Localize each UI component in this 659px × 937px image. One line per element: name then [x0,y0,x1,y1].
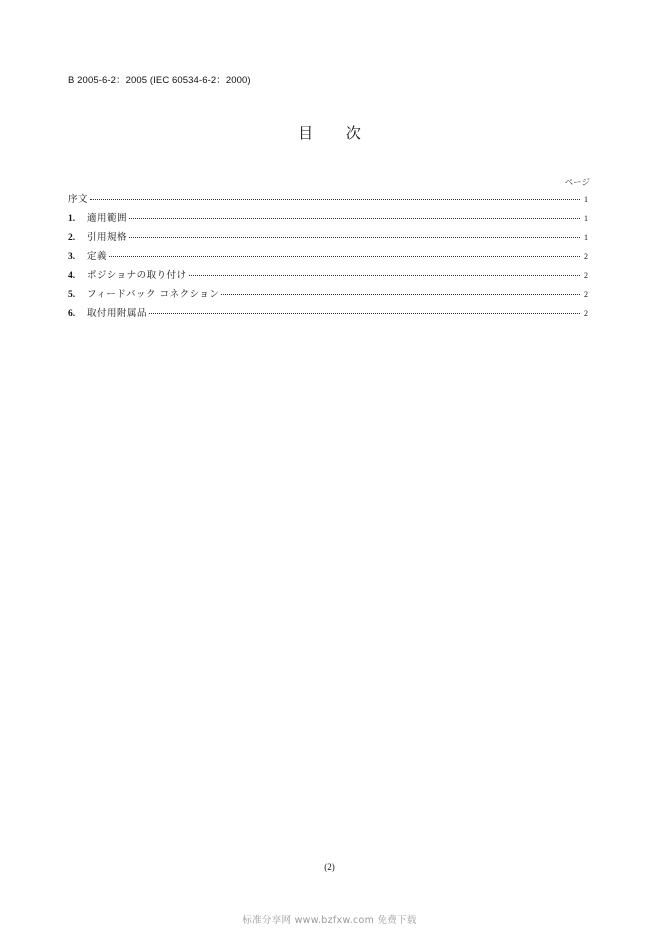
toc-entry-page: 1 [584,214,588,223]
toc-entry-number: 3. [68,252,76,262]
toc-dot-leader [129,218,580,219]
toc-dot-leader [90,199,580,200]
toc-dot-leader [109,256,580,257]
page-column-label: ページ [564,178,590,188]
toc-entry-label: 取付用附属品 [87,308,148,319]
toc-entry-definitions[interactable] [68,248,588,267]
toc-entry-number: 6. [68,309,76,319]
toc-entry-label: 引用規格 [87,232,128,243]
footer-page-number: (2) [324,862,335,872]
table-of-contents [68,191,588,324]
standard-header: B 2005-6-2：2005 (IEC 60534-6-2：2000) [68,75,251,86]
toc-entry-label: ポジショナの取り付け [87,270,187,281]
toc-entry-references[interactable] [68,229,588,248]
toc-entry-foreword[interactable] [68,191,588,210]
toc-entry-page: 1 [584,195,588,204]
toc-entry-number: 2. [68,233,76,243]
toc-entry-page: 2 [584,290,588,299]
toc-entry-page: 2 [584,271,588,280]
toc-entry-label: 定義 [87,251,108,262]
page-title: 目 次 [298,124,375,142]
toc-entry-page: 2 [584,252,588,261]
toc-entry-label: 序文 [68,194,89,205]
toc-entry-label: 適用範囲 [87,213,128,224]
toc-entry-page: 1 [584,233,588,242]
toc-entry-number: 1. [68,214,76,224]
toc-entry-number: 4. [68,271,76,281]
toc-dot-leader [221,294,580,295]
toc-entry-scope[interactable] [68,210,588,229]
toc-entry-page: 2 [584,309,588,318]
toc-dot-leader [189,275,580,276]
toc-entry-mounting-accessories[interactable] [68,305,588,324]
toc-entry-label: フィードバック コネクション [87,289,220,300]
toc-dot-leader [149,313,580,314]
toc-entry-number: 5. [68,290,76,300]
toc-entry-positioner-mounting[interactable] [68,267,588,286]
toc-entry-feedback-connection[interactable] [68,286,588,305]
toc-dot-leader [129,237,580,238]
watermark-text: 标准分享网 www.bzfxw.com 免费下载 [242,915,417,926]
